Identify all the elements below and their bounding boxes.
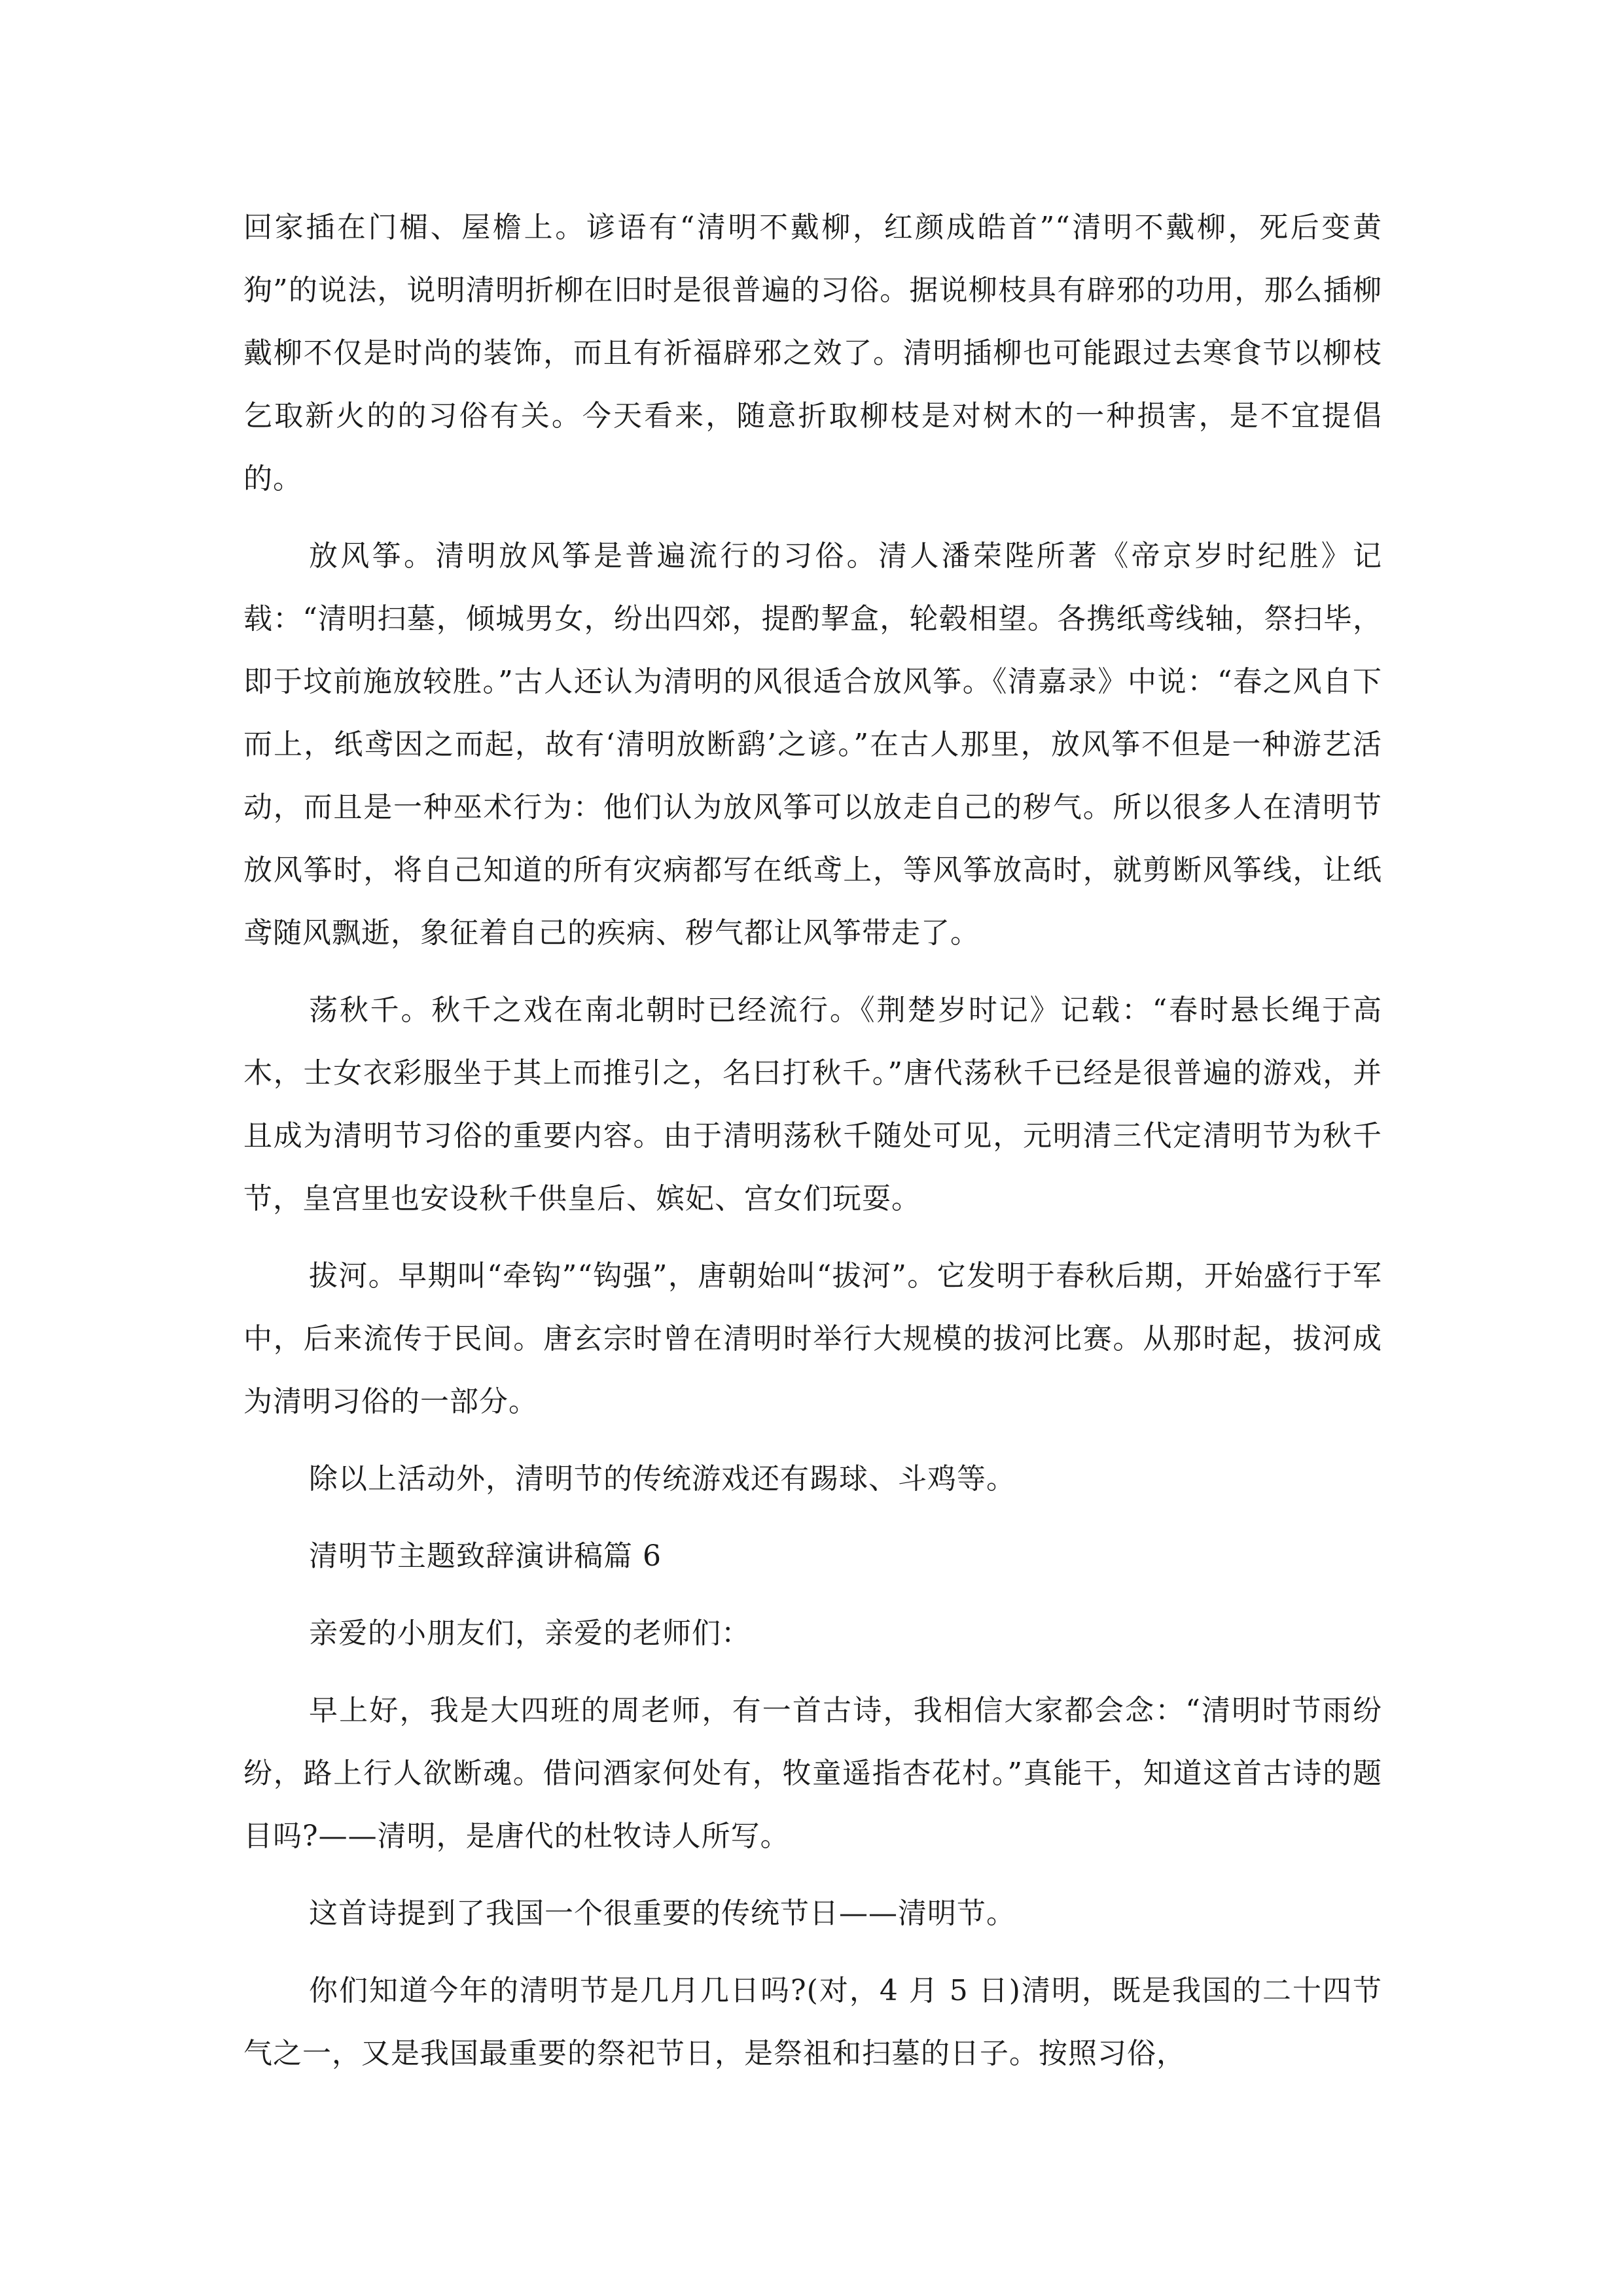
document-body <box>243 196 1382 2085</box>
paragraph-date: 你们知道今年的清明节是几月几日吗?(对，4 月 5 日)清明，既是我国的二十四节气之一，又是我国最重要的祭祀节日，是祭祖和扫墓的日子。按照习俗， <box>243 1974 1382 2070</box>
paragraph-willow: 回家插在门楣、屋檐上。谚语有“清明不戴柳，红颜成皓首”“清明不戴柳，死后变黄狗”的说法，说明清明折柳在旧时是很普遍的习俗。据说柳枝具有辟邪的功用，那么插柳戴柳不仅是时尚的装饰，而且有祈福辟邪之效了。清明插柳也可能跟过去寒食节以柳枝乞取新火的的习俗有关。今天看来，随意折取柳枝是对树木的一种损害，是不宜提倡的。 <box>243 211 1382 495</box>
paragraph-swing: 荡秋千。秋千之戏在南北朝时已经流行。《荆楚岁时记》记载：“春时悬长绳于高木，士女衣彩服坐于其上而推引之，名曰打秋千。”唐代荡秋千已经是很普遍的游戏，并且成为清明节习俗的重要内容。由于清明荡秋千随处可见，元明清三代定清明节为秋千节，皇宫里也安设秋千供皇后、嫔妃、宫女们玩耍。 <box>243 994 1382 1215</box>
paragraph-other-games: 除以上活动外，清明节的传统游戏还有踢球、斗鸡等。 <box>309 1462 1016 1496</box>
paragraph-tug-of-war: 拔河。早期叫“牵钩”“钩强”，唐朝始叫“拔河”。它发明于春秋后期，开始盛行于军中，后来流传于民间。唐玄宗时曾在清明时举行大规模的拔河比赛。从那时起，拔河成为清明习俗的一部分。 <box>243 1259 1382 1418</box>
paragraph-poem: 早上好，我是大四班的周老师，有一首古诗，我相信大家都会念：“清明时节雨纷纷，路上行人欲断魂。借问酒家何处有，牧童遥指杏花村。”真能干，知道这首古诗的题目吗?——清明，是唐代的杜牧诗人所写。 <box>243 1694 1382 1853</box>
paragraph-festival: 这首诗提到了我国一个很重要的传统节日——清明节。 <box>309 1897 1016 1930</box>
section-heading: 清明节主题致辞演讲稿篇 6 <box>309 1539 662 1573</box>
paragraph-kite: 放风筝。清明放风筝是普遍流行的习俗。清人潘荣陛所著《帝京岁时纪胜》记载：“清明扫墓，倾城男女，纷出四郊，提酌挈盒，轮毂相望。各携纸鸢线轴，祭扫毕，即于坟前施放较胜。”古人还认为清明的风很适合放风筝。《清嘉录》中说：“春之风自下而上，纸鸢因之而起，故有‘清明放断鹞’之谚。”在古人那里，放风筝不但是一种游艺活动，而且是一种巫术行为：他们认为放风筝可以放走自己的秽气。所以很多人在清明节放风筝时，将自己知道的所有灾病都写在纸鸢上，等风筝放高时，就剪断风筝线，让纸鸢随风飘逝，象征着自己的疾病、秽气都让风筝带走了。 <box>243 539 1382 950</box>
paragraph-greeting: 亲爱的小朋友们，亲爱的老师们： <box>309 1617 751 1650</box>
